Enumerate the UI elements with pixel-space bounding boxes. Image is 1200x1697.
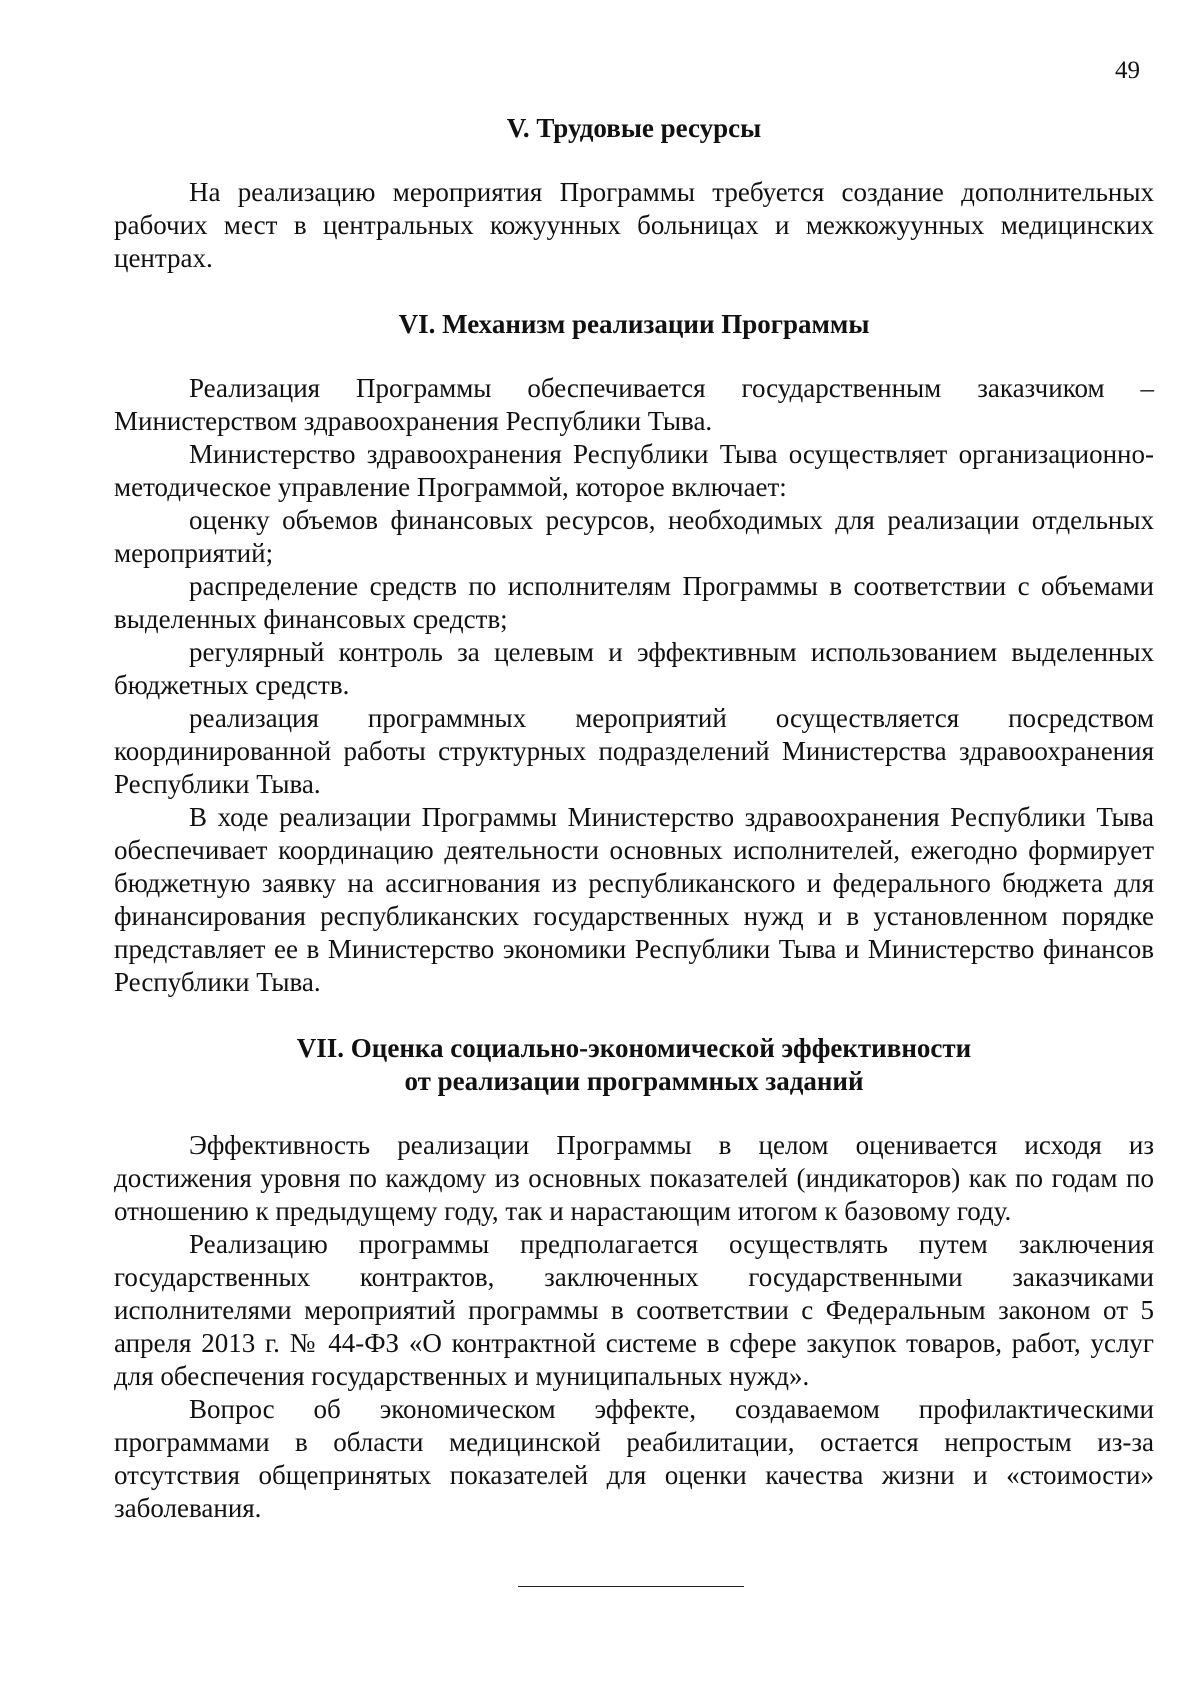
section-paragraphs [114,176,1154,275]
section-efficiency-evaluation [114,1032,1154,1525]
document-body [114,112,1154,1525]
paragraph: Реализация Программы обеспечивается государственным заказчиком – Министерством здравоохранения Республики Тыва. [114,373,1154,436]
paragraph: Эффективность реализации Программы в целом оценивается исходя из достижения уровня по каждому из основных показателей (индикаторов) как по годам по отношению к предыдущему году, так и нарастающим итогом к базовому году. [114,1130,1154,1226]
page-number: 49 [1115,57,1140,84]
paragraph: оценку объемов финансовых ресурсов, необходимых для реализации отдельных мероприятий; [114,505,1154,568]
end-divider-line [518,1586,744,1587]
paragraph: В ходе реализации Программы Министерство здравоохранения Республики Тыва обеспечивает координацию деятельности основных исполнителей, ежегодно формирует бюджетную заявку на ассигнования из республиканского и федерального бюджета для финансирования республиканских государственных нужд и в установленном порядке представляет ее в Министерство экономики Республики Тыва и Министерство финансов Республики Тыва. [114,802,1154,997]
section-heading [114,1032,1154,1098]
paragraph: Реализацию программы предполагается осуществлять путем заключения государственных контрактов, заключенных государственными заказчиками исполнителями мероприятий программы в соответствии с Федеральным законом от 5 апреля 2013 г. № 44-ФЗ «О контрактной системе в сфере закупок товаров, работ, услуг для обеспечения государственных и муниципальных нужд». [114,1229,1154,1391]
section-heading [114,112,1154,145]
section-paragraphs [114,1129,1154,1525]
paragraph: Министерство здравоохранения Республики Тыва осуществляет организационно-методическое управление Программой, которое включает: [114,439,1154,502]
heading-line: от реализации программных заданий [404,1066,864,1096]
section-labor-resources [114,112,1154,275]
paragraph: реализация программных мероприятий осуществляется посредством координированной работы структурных подразделений Министерства здравоохранения Республики Тыва. [114,703,1154,799]
heading-line: V. Трудовые ресурсы [506,113,762,143]
section-paragraphs [114,372,1154,999]
paragraph: Вопрос об экономическом эффекте, создаваемом профилактическими программами в области медицинской реабилитации, остается непростым из-за отсутствия общепринятых показателей для оценки качества жизни и «стоимости» заболевания. [114,1394,1154,1523]
paragraph: регулярный контроль за целевым и эффективным использованием выделенных бюджетных средств. [114,637,1154,700]
paragraph: распределение средств по исполнителям Программы в соответствии с объемами выделенных финансовых средств; [114,571,1154,634]
heading-line: VI. Механизм реализации Программы [398,309,870,339]
section-heading [114,308,1154,341]
section-implementation-mechanism [114,308,1154,999]
heading-line: VII. Оценка социально-экономической эффективности [296,1033,972,1063]
paragraph: На реализацию мероприятия Программы требуется создание дополнительных рабочих мест в центральных кожуунных больницах и межкожуунных медицинских центрах. [114,177,1154,273]
